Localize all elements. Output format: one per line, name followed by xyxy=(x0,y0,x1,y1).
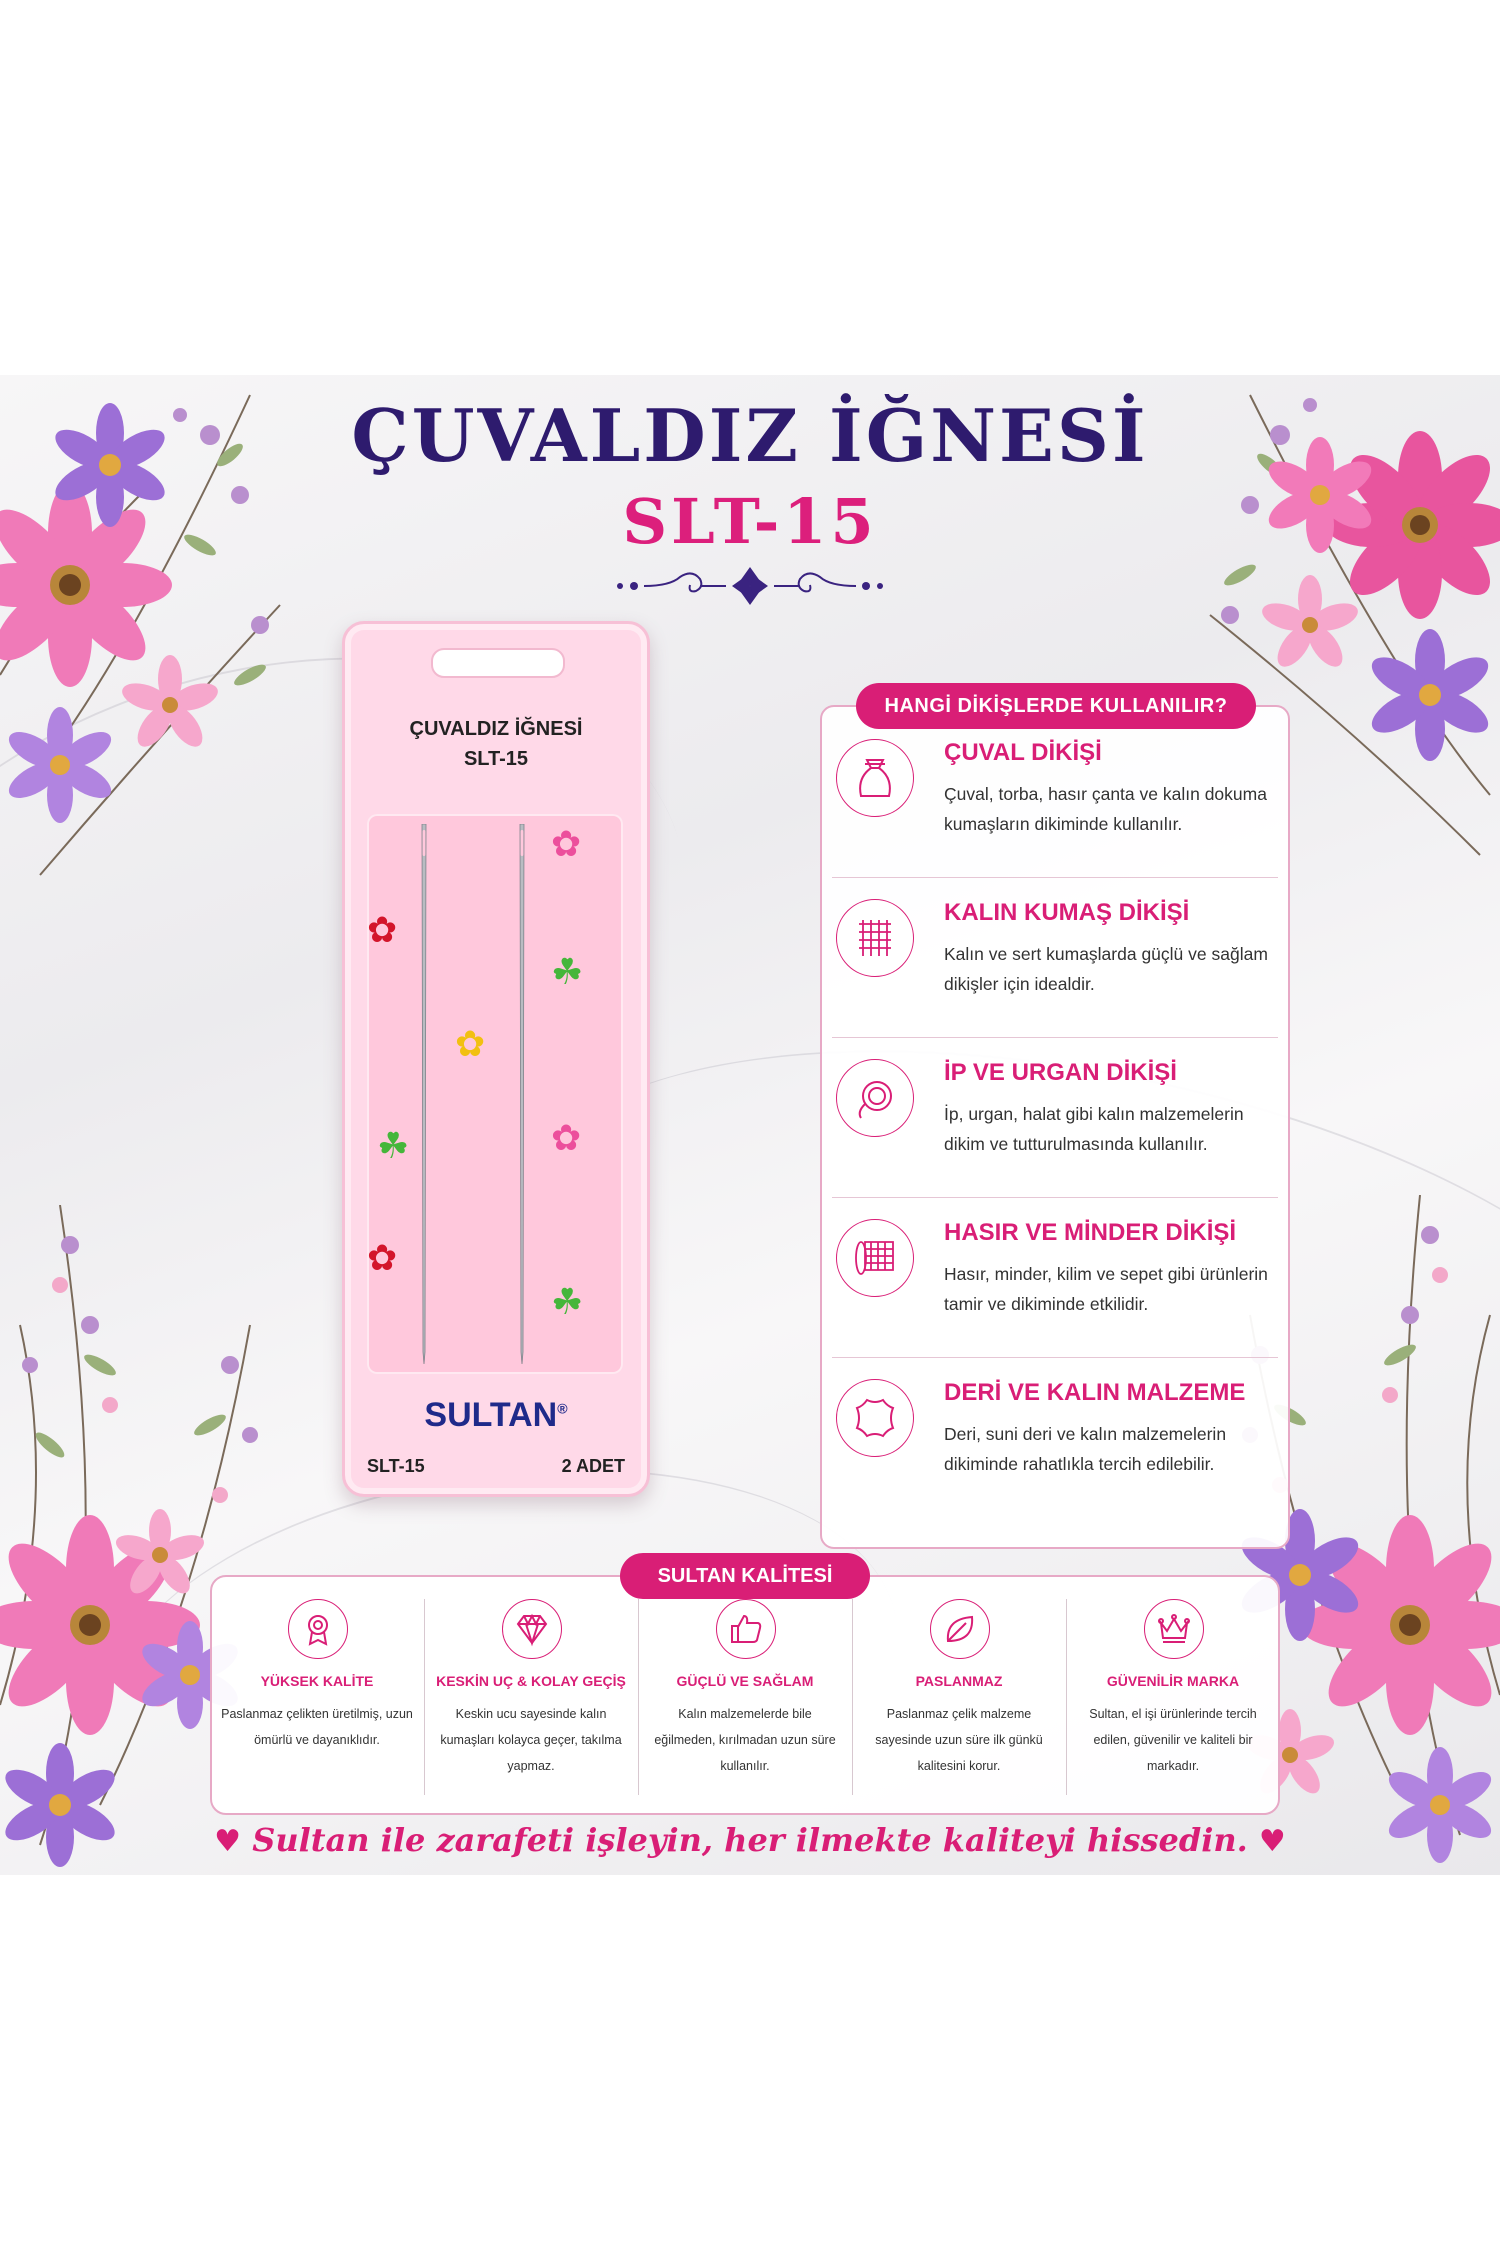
usage-item xyxy=(832,877,1278,1038)
usage-desc: Çuval, torba, hasır çanta ve kalın dokuma kumaşların dikiminde kullanılır. xyxy=(944,784,1267,834)
clover-icon: ☘ xyxy=(377,1126,410,1167)
needle-icon xyxy=(515,824,529,1364)
quality-title: GÜÇLÜ VE SAĞLAM xyxy=(676,1673,814,1689)
usage-header: HANGİ DİKİŞLERDE KULLANILIR? xyxy=(856,683,1256,729)
quality-item xyxy=(426,1599,636,1795)
quality-item xyxy=(212,1599,422,1795)
divider xyxy=(638,1599,639,1795)
divider xyxy=(424,1599,425,1795)
needle-tray xyxy=(367,814,623,1374)
divider xyxy=(1066,1599,1067,1795)
quality-title: YÜKSEK KALİTE xyxy=(260,1673,374,1689)
product-banner xyxy=(0,375,1500,1875)
thumbs-up-icon xyxy=(716,1599,776,1659)
usage-desc: İp, urgan, halat gibi kalın malzemelerin dikim ve tutturulmasında kullanılır. xyxy=(944,1104,1244,1154)
usage-item xyxy=(832,717,1278,878)
package-count: 2 ADET xyxy=(561,1456,625,1476)
quality-item xyxy=(854,1599,1064,1795)
product-package xyxy=(342,621,650,1497)
usage-title: İP VE URGAN DİKİŞİ xyxy=(944,1059,1177,1086)
red-flower-icon: ✿ xyxy=(367,910,398,951)
quality-item xyxy=(640,1599,850,1795)
quality-item xyxy=(1068,1599,1278,1795)
red-flower-icon: ✿ xyxy=(367,1238,398,1279)
usage-desc: Hasır, minder, kilim ve sepet gibi ürünlerin tamir ve dikiminde etkilidir. xyxy=(944,1264,1268,1314)
pink-flower-icon: ✿ xyxy=(551,824,582,865)
heart-icon: ♥ xyxy=(214,1824,242,1859)
usage-title: HASIR VE MİNDER DİKİŞİ xyxy=(944,1219,1237,1246)
ornament-divider-icon xyxy=(610,563,890,609)
slogan xyxy=(0,1821,1500,1859)
page-title: ÇUVALDIZ İĞNESİ xyxy=(351,393,1149,478)
quality-desc: Paslanmaz çelik malzeme sayesinde uzun süre ilk günkü kalitesini korur. xyxy=(875,1707,1043,1773)
yellow-flower-icon: ✿ xyxy=(455,1024,486,1065)
package-title: ÇUVALDIZ İĞNESİ xyxy=(409,718,583,740)
quality-title: PASLANMAZ xyxy=(915,1673,1003,1689)
quality-header: SULTAN KALİTESİ xyxy=(620,1553,870,1599)
package-code: SLT-15 xyxy=(367,1456,425,1476)
usage-panel xyxy=(820,695,1290,1549)
usage-item xyxy=(832,1037,1278,1198)
quality-desc: Paslanmaz çelikten üretilmiş, uzun ömürlü ve dayanıklıdır. xyxy=(221,1707,413,1747)
leaf-icon xyxy=(930,1599,990,1659)
package-model: SLT-15 xyxy=(463,748,529,770)
quality-title: GÜVENİLİR MARKA xyxy=(1106,1673,1240,1689)
brand-logo: SULTAN® xyxy=(424,1396,568,1434)
usage-title: ÇUVAL DİKİŞİ xyxy=(944,739,1102,766)
quality-title: KESKİN UÇ & KOLAY GEÇİŞ xyxy=(436,1673,626,1689)
sack-icon xyxy=(836,739,914,817)
crown-icon xyxy=(1144,1599,1204,1659)
heart-icon: ♥ xyxy=(1258,1824,1286,1859)
fabric-grid-icon xyxy=(836,899,914,977)
usage-title: KALIN KUMAŞ DİKİŞİ xyxy=(944,899,1190,926)
quality-desc: Sultan, el işi ürünlerinde tercih edilen, güvenilir ve kaliteli bir markadır. xyxy=(1089,1707,1257,1773)
award-ribbon-icon xyxy=(288,1599,348,1659)
usage-desc: Kalın ve sert kumaşlarda güçlü ve sağlam dikişler için idealdir. xyxy=(944,944,1268,994)
mat-roll-icon xyxy=(836,1219,914,1297)
model-subtitle: SLT-15 xyxy=(622,485,878,558)
diamond-icon xyxy=(502,1599,562,1659)
hang-hole xyxy=(431,648,565,678)
quality-panel xyxy=(210,1565,1280,1815)
slogan-text: Sultan ile zarafeti işleyin, her ilmekte kaliteyi hissedin. xyxy=(252,1821,1248,1859)
clover-icon: ☘ xyxy=(551,952,584,993)
pink-flower-icon: ✿ xyxy=(551,1118,582,1159)
usage-desc: Deri, suni deri ve kalın malzemelerin dikiminde rahatlıkla tercih edilebilir. xyxy=(944,1424,1227,1474)
leather-hide-icon xyxy=(836,1379,914,1457)
clover-icon: ☘ xyxy=(551,1282,584,1323)
needle-icon xyxy=(417,824,431,1364)
usage-title: DERİ VE KALIN MALZEME xyxy=(944,1379,1246,1406)
quality-desc: Keskin ucu sayesinde kalın kumaşları kolayca geçer, takılma yapmaz. xyxy=(440,1707,622,1773)
quality-desc: Kalın malzemelerde bile eğilmeden, kırılmadan uzun süre kullanılır. xyxy=(654,1707,836,1773)
usage-item xyxy=(832,1197,1278,1358)
usage-item xyxy=(832,1357,1278,1517)
divider xyxy=(852,1599,853,1795)
rope-icon xyxy=(836,1059,914,1137)
